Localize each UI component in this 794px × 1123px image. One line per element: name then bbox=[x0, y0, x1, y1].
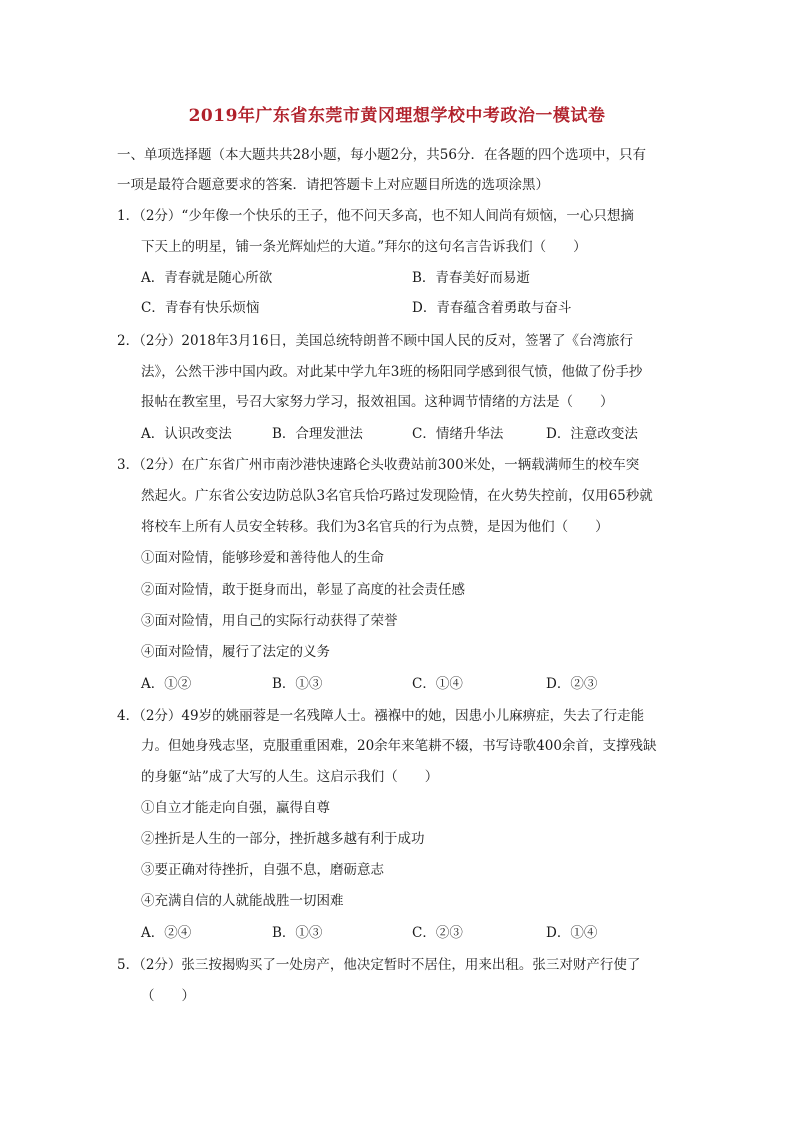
question-3-statement-3: ③面对险情，用自己的实际行动获得了荣誉 bbox=[141, 613, 398, 629]
question-1-option-d: D．青春蕴含着勇敢与奋斗 bbox=[412, 300, 572, 316]
question-3-text-line-3: 将校车上所有人员安全转移。我们为3名官兵的行为点赞，是因为他们（ ） bbox=[141, 519, 609, 535]
question-2-option-d: D．注意改变法 bbox=[546, 426, 638, 442]
section-instructions-line-2: 一项是最符合题意要求的答案．请把答题卡上对应题目所选的选项涂黑） bbox=[117, 177, 549, 193]
question-4-statement-2: ②挫折是人生的一部分，挫折越多越有利于成功 bbox=[141, 831, 425, 847]
question-3-option-b: B．①③ bbox=[272, 676, 323, 692]
question-2-text-line-2: 法》，公然干涉中国内政。对此某中学九年3班的杨阳同学感到很气愤，他做了份手抄 bbox=[141, 364, 643, 380]
question-4-text-line-2: 力。但她身残志坚，克服重重困难，20余年来笔耕不辍，书写诗歌400余首，支撑残缺 bbox=[141, 738, 657, 754]
question-3-statement-1: ①面对险情，能够珍爱和善待他人的生命 bbox=[141, 550, 384, 566]
question-4-option-d: D．①④ bbox=[546, 925, 598, 941]
question-4-option-c: C．②③ bbox=[412, 925, 463, 941]
question-4-option-b: B．①③ bbox=[272, 925, 323, 941]
question-3-option-d: D．②③ bbox=[546, 676, 598, 692]
question-4-text-line-1: 4．（2分）49岁的姚丽蓉是一名残障人士。襁褓中的她，因患小儿麻痹症，失去了行走能 bbox=[117, 708, 645, 724]
section-instructions-line-1: 一、单项选择题（本大题共共28小题，每小题2分，共56分．在各题的四个选项中，只有 bbox=[117, 147, 646, 163]
question-1-text-line-2: 下天上的明星，铺一条光辉灿烂的大道。”拜尔的这句名言告诉我们（ ） bbox=[141, 239, 587, 255]
question-3-text-line-2: 然起火。广东省公安边防总队3名官兵恰巧路过发现险情，在火势失控前，仅用65秒就 bbox=[141, 488, 653, 504]
question-2-option-b: B．合理发泄法 bbox=[272, 426, 363, 442]
question-1-option-c: C．青春有快乐烦恼 bbox=[141, 300, 260, 316]
question-2-option-c: C．情绪升华法 bbox=[412, 426, 504, 442]
question-1-option-b: B．青春美好而易逝 bbox=[412, 270, 530, 286]
question-3-text-line-1: 3．（2分）在广东省广州市南沙港快速路仑头收费站前300米处，一辆载满师生的校车突 bbox=[117, 457, 640, 473]
question-5-text-line-2: （ ） bbox=[141, 988, 195, 1004]
question-3-statement-4: ④面对险情，履行了法定的义务 bbox=[141, 644, 330, 660]
question-3-statement-2: ②面对险情，敢于挺身而出，彰显了高度的社会责任感 bbox=[141, 582, 465, 598]
question-1-option-a: A．青春就是随心所欲 bbox=[141, 270, 273, 286]
question-3-option-a: A．①② bbox=[141, 676, 192, 692]
question-1-text-line-1: 1．（2分）“少年像一个快乐的王子，他不问天多高，也不知人间尚有烦恼，一心只想摘 bbox=[117, 208, 634, 224]
question-4-statement-4: ④充满自信的人就能战胜一切困难 bbox=[141, 893, 344, 909]
question-2-text-line-1: 2．（2分）2018年3月16日，美国总统特朗普不顾中国人民的反对，签署了《台湾旅行 bbox=[117, 333, 634, 349]
question-4-text-line-3: 的身躯“站”成了大写的人生。这启示我们（ ） bbox=[141, 769, 439, 785]
question-2-option-a: A．认识改变法 bbox=[141, 426, 232, 442]
question-3-option-c: C．①④ bbox=[412, 676, 463, 692]
question-4-statement-3: ③要正确对待挫折，自强不息，磨砺意志 bbox=[141, 862, 384, 878]
page-title: 2019年广东省东莞市黄冈理想学校中考政治一模试卷 bbox=[188, 106, 606, 126]
question-2-text-line-3: 报帖在教室里，号召大家努力学习，报效祖国。这种调节情绪的方法是（ ） bbox=[141, 394, 614, 410]
question-4-option-a: A．②④ bbox=[141, 925, 192, 941]
question-5-text-line-1: 5．（2分）张三按揭购买了一处房产，他决定暂时不居住，用来出租。张三对财产行使了 bbox=[117, 957, 641, 973]
question-4-statement-1: ①自立才能走向自强，赢得自尊 bbox=[141, 800, 330, 816]
